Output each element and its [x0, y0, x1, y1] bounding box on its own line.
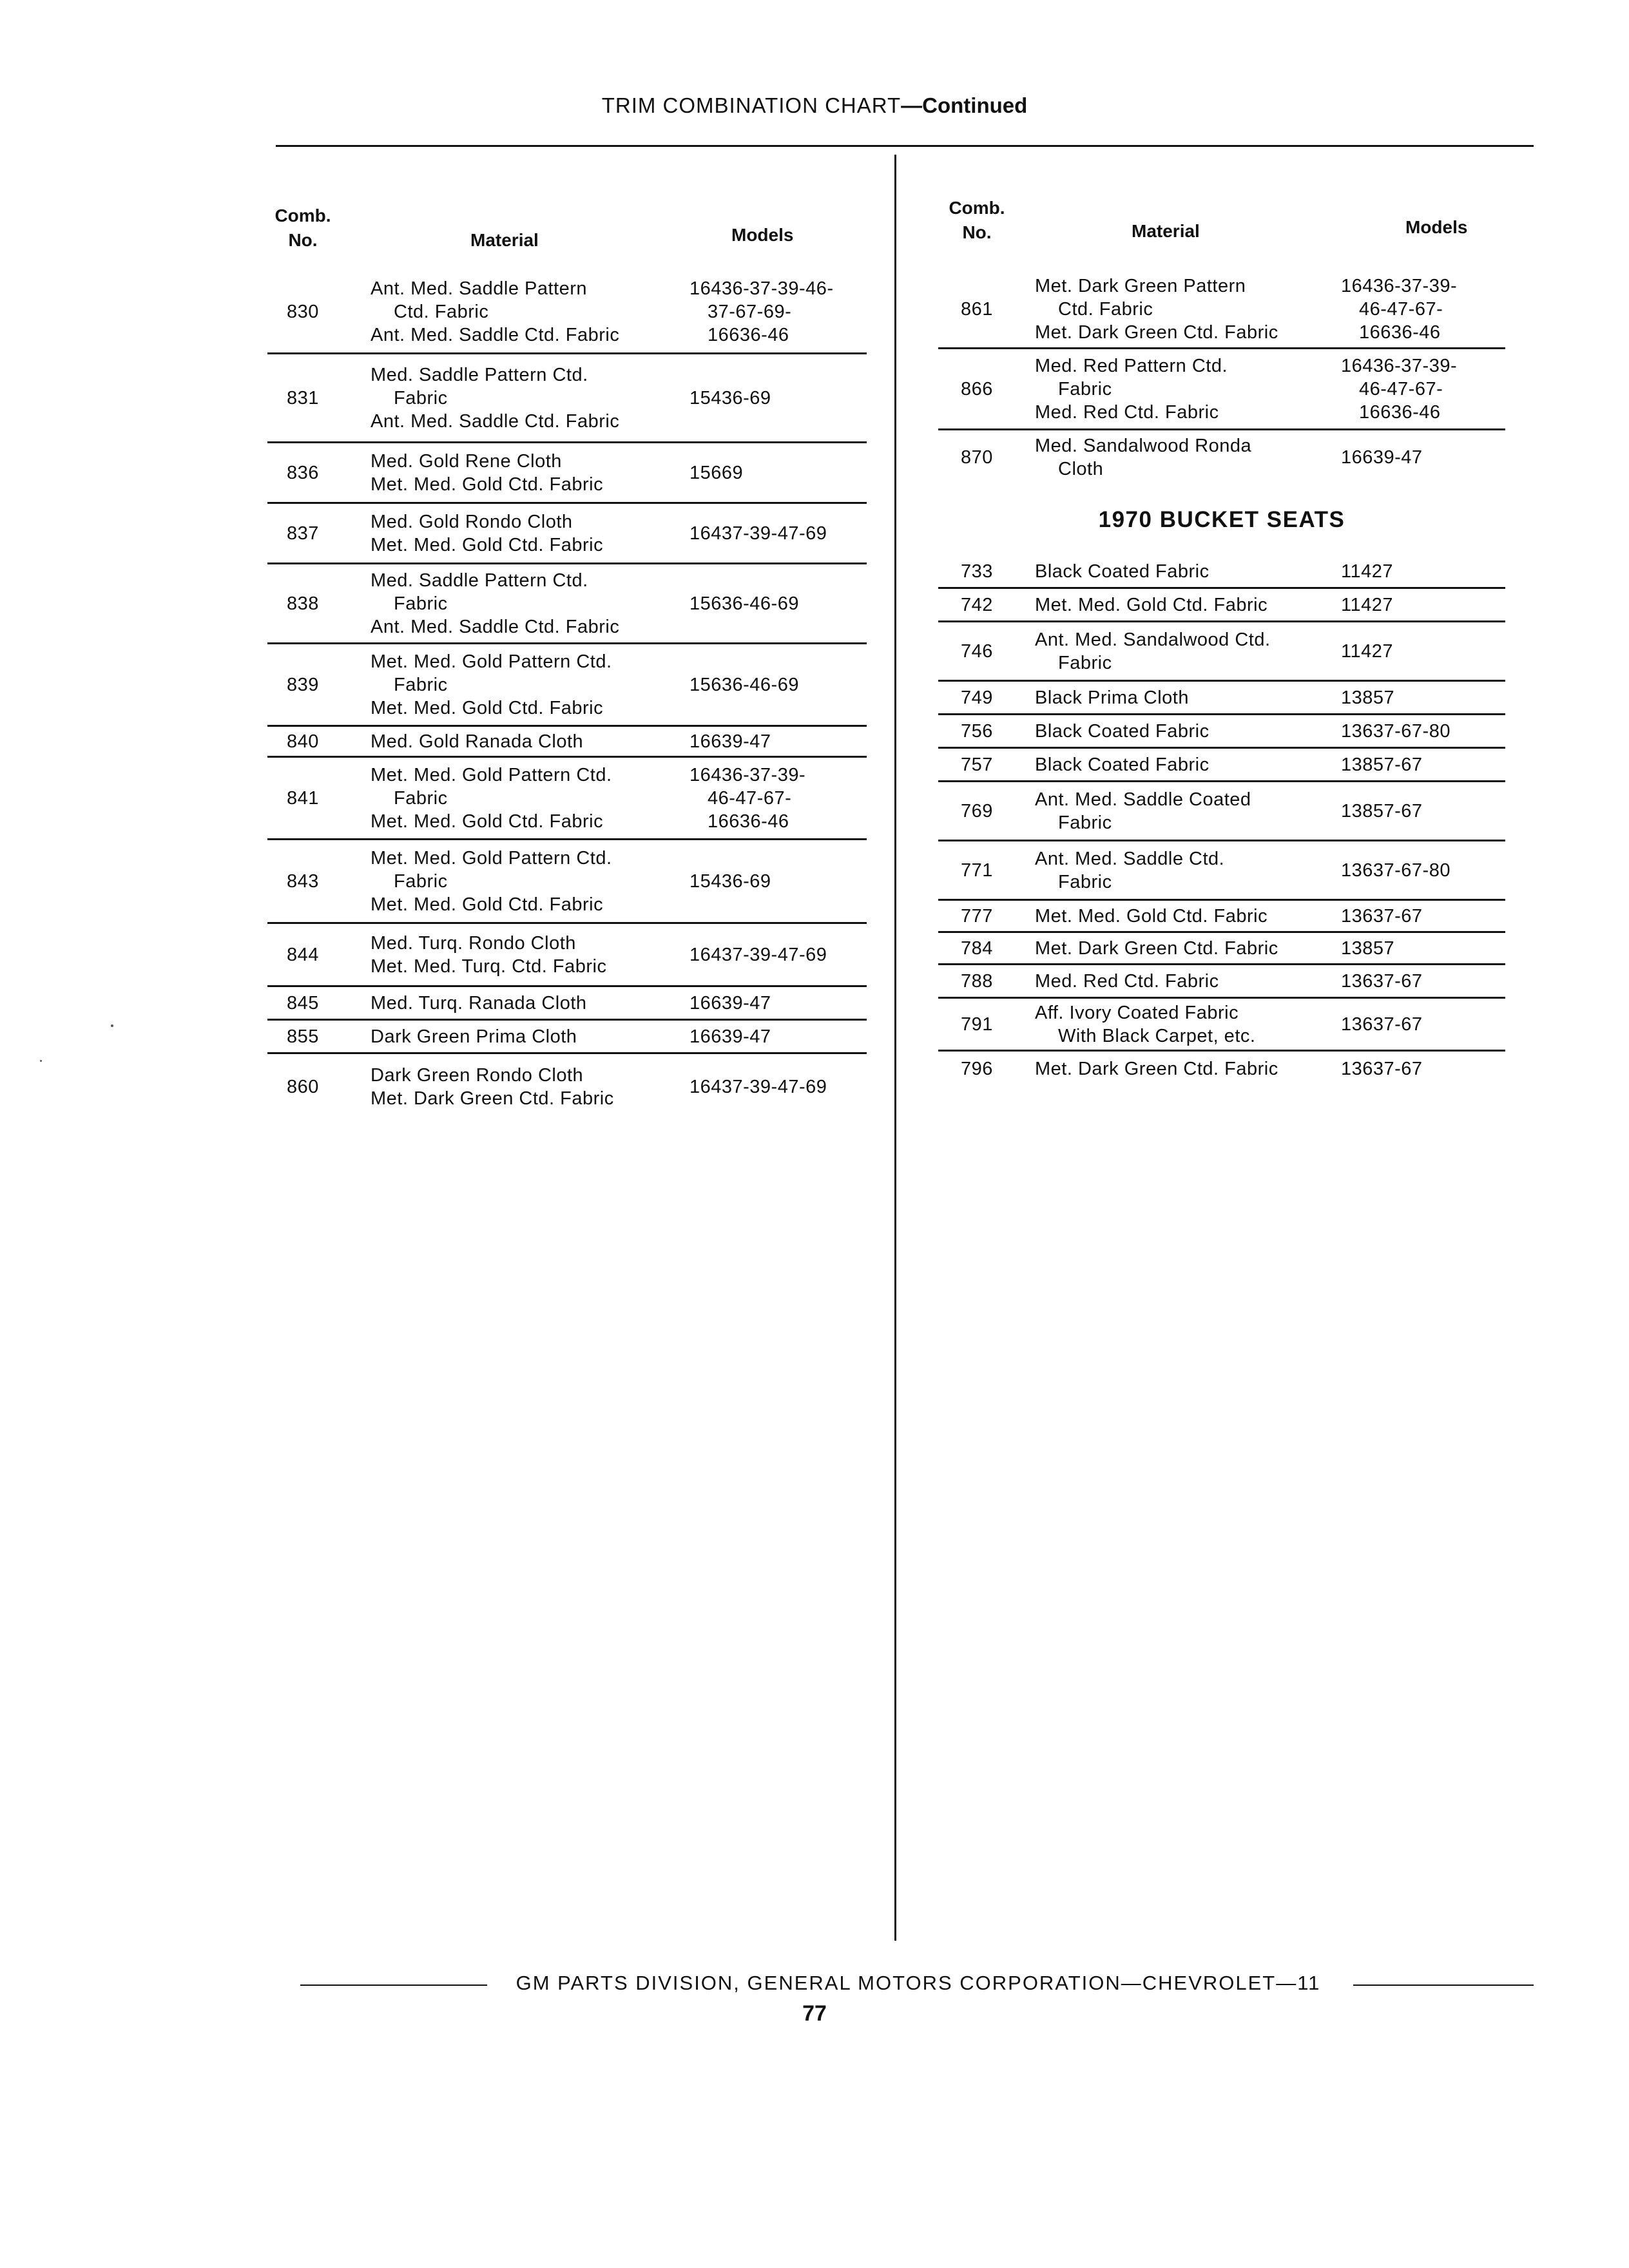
material-line: Med. Red Ctd. Fabric [1035, 970, 1219, 992]
models-cell [1341, 782, 1515, 840]
comb-number: 777 [961, 905, 993, 927]
material-cell [371, 727, 673, 756]
material-line: Fabric [394, 787, 448, 809]
table-row [267, 354, 867, 443]
models-cell [689, 504, 870, 562]
comb-number: 838 [287, 593, 319, 614]
models-cell [689, 564, 870, 642]
models-cell [1341, 1052, 1515, 1086]
material-line: Med. Saddle Pattern Ctd. [371, 364, 588, 385]
comb-number: 771 [961, 860, 993, 881]
table-row [267, 987, 867, 1021]
material-cell [1035, 682, 1318, 713]
comb-number: 756 [961, 720, 993, 742]
material-cell [1035, 901, 1318, 931]
material-cell [1035, 1052, 1318, 1086]
table-row [938, 965, 1505, 999]
comb-number: 839 [287, 674, 319, 695]
material-line: Ant. Med. Saddle Coated [1035, 789, 1251, 810]
material-cell [1035, 841, 1318, 899]
material-line: Met. Dark Green Ctd. Fabric [1035, 322, 1278, 343]
table-row [938, 841, 1505, 901]
material-line: Fabric [394, 593, 448, 614]
material-line: Fabric [1058, 871, 1112, 892]
models-line: 13857 [1341, 937, 1395, 959]
material-cell [371, 504, 673, 562]
material-line: Med. Turq. Rondo Cloth [371, 932, 576, 954]
models-line: 13857-67 [1341, 800, 1423, 822]
material-cell [371, 987, 673, 1019]
material-line: Met. Med. Gold Ctd. Fabric [1035, 594, 1268, 615]
material-line: Met. Dark Green Ctd. Fabric [371, 1088, 614, 1109]
models-cell [689, 644, 870, 725]
models-line: 15636-46-69 [689, 674, 799, 695]
material-cell [371, 758, 673, 838]
table-row [267, 727, 867, 758]
table-row [267, 1021, 867, 1054]
models-line: 16437-39-47-69 [689, 944, 827, 965]
scan-speck [111, 1024, 113, 1027]
material-line: Ant. Med. Saddle Ctd. Fabric [371, 616, 620, 637]
footer-text: GM PARTS DIVISION, GENERAL MOTORS CORPORATION—CHEVROLET—11 [516, 1972, 1321, 1994]
comb-number: 860 [287, 1077, 319, 1097]
page-number: 77 [802, 2001, 827, 2026]
models-line: 13857-67 [1341, 754, 1423, 775]
table-row [267, 840, 867, 924]
material-line: Fabric [1058, 652, 1112, 673]
models-line: 15636-46-69 [689, 593, 799, 614]
table-row [938, 589, 1505, 622]
comb-number: 733 [961, 561, 993, 582]
table-row [267, 924, 867, 987]
comb-number: 791 [961, 1014, 993, 1035]
material-line: Ant. Med. Saddle Ctd. Fabric [371, 324, 620, 345]
models-cell [1341, 555, 1515, 587]
models-cell [689, 443, 870, 502]
material-cell [371, 354, 673, 441]
material-line: Aff. Ivory Coated Fabric [1035, 1002, 1239, 1023]
material-line: Cloth [1058, 459, 1104, 479]
comb-number: 861 [961, 298, 993, 320]
material-line: Black Prima Cloth [1035, 687, 1189, 708]
models-line: 13637-67 [1341, 905, 1423, 927]
models-cell [689, 1021, 870, 1052]
material-cell [371, 271, 673, 352]
models-line: 16636-46 [708, 324, 789, 345]
models-cell [1341, 749, 1515, 780]
material-line: Dark Green Rondo Cloth [371, 1065, 584, 1086]
material-line: Ctd. Fabric [1058, 298, 1153, 320]
top-rule [276, 145, 1534, 147]
material-line: Black Coated Fabric [1035, 561, 1210, 582]
page-title [0, 93, 1629, 118]
material-cell [371, 924, 673, 985]
comb-number: 841 [287, 787, 319, 809]
comb-number: 866 [961, 378, 993, 399]
models-cell [1341, 999, 1515, 1050]
right-column [938, 193, 1505, 1086]
material-header: Material [1132, 221, 1200, 241]
material-line: Dark Green Prima Cloth [371, 1026, 577, 1047]
material-cell [371, 1021, 673, 1052]
models-cell [1341, 349, 1515, 428]
models-line: 16639-47 [689, 992, 771, 1014]
material-header: Material [470, 230, 539, 250]
models-line: 46-47-67- [1359, 378, 1443, 399]
models-line: 13637-67 [1341, 970, 1423, 992]
models-line: 16436-37-39-46- [689, 278, 834, 299]
comb-number: 836 [287, 462, 319, 483]
comb-number: 870 [961, 447, 993, 468]
material-cell [371, 1054, 673, 1120]
models-cell [689, 758, 870, 838]
comb-number: 840 [287, 731, 319, 752]
material-line: Met. Med. Gold Ctd. Fabric [371, 811, 604, 832]
models-line: 13637-67 [1341, 1059, 1423, 1079]
models-line: 11427 [1341, 640, 1393, 662]
table-row [938, 622, 1505, 682]
material-line: Met. Med. Gold Pattern Ctd. [371, 651, 612, 672]
models-cell [1341, 901, 1515, 931]
material-cell [371, 564, 673, 642]
left-table [267, 271, 867, 1120]
bucket-seats-heading: 1970 BUCKET SEATS [1098, 507, 1345, 532]
material-line: Med. Red Pattern Ctd. [1035, 355, 1228, 376]
material-cell [1035, 999, 1318, 1050]
models-line: 16639-47 [689, 1026, 771, 1047]
models-line: 13637-67-80 [1341, 860, 1451, 881]
material-cell [1035, 349, 1318, 428]
models-line: 13637-67-80 [1341, 720, 1451, 742]
material-line: Fabric [1058, 812, 1112, 833]
comb-number: 831 [287, 387, 319, 408]
material-line: Black Coated Fabric [1035, 754, 1210, 775]
table-row [938, 430, 1505, 485]
models-line: 15436-69 [689, 387, 771, 408]
material-cell [371, 644, 673, 725]
models-line: 16437-39-47-69 [689, 1077, 827, 1097]
right-column-header [938, 193, 1505, 271]
material-line: Fabric [394, 870, 448, 892]
comb-number: 749 [961, 687, 993, 708]
models-line: 16639-47 [689, 731, 771, 752]
material-line: Ant. Med. Saddle Pattern [371, 278, 588, 299]
models-line: 11427 [1341, 594, 1393, 615]
models-line: 15669 [689, 462, 744, 483]
models-cell [689, 987, 870, 1019]
material-cell [1035, 749, 1318, 780]
title-suffix: —Continued [901, 93, 1028, 117]
material-cell [371, 443, 673, 502]
table-row [938, 715, 1505, 749]
comb-no-header: Comb. No. [275, 206, 331, 250]
table-row [267, 1054, 867, 1120]
material-line: Met. Med. Gold Ctd. Fabric [371, 474, 604, 495]
material-cell [1035, 589, 1318, 620]
models-line: 16636-46 [708, 811, 789, 832]
material-cell [1035, 933, 1318, 963]
table-row [267, 758, 867, 840]
material-cell [1035, 715, 1318, 747]
comb-number: 844 [287, 944, 319, 965]
material-line: Met. Med. Turq. Ctd. Fabric [371, 956, 607, 977]
material-line: Met. Dark Green Ctd. Fabric [1035, 1059, 1278, 1079]
material-cell [1035, 965, 1318, 997]
table-row [938, 271, 1505, 349]
models-line: 11427 [1341, 561, 1393, 582]
table-row [938, 682, 1505, 715]
models-cell [689, 1054, 870, 1120]
models-line: 46-47-67- [708, 787, 792, 809]
material-line: Med. Sandalwood Ronda [1035, 436, 1252, 456]
table-row [267, 504, 867, 564]
comb-number: 843 [287, 870, 319, 892]
material-line: Med. Gold Rondo Cloth [371, 511, 573, 532]
table-row [938, 999, 1505, 1052]
material-line: Met. Dark Green Ctd. Fabric [1035, 937, 1278, 959]
comb-number: 837 [287, 523, 319, 544]
models-line: 16436-37-39- [1341, 275, 1458, 296]
comb-number: 742 [961, 594, 993, 615]
material-line: Med. Red Ctd. Fabric [1035, 401, 1219, 423]
comb-number: 855 [287, 1026, 319, 1047]
models-cell [1341, 682, 1515, 713]
material-line: Ctd. Fabric [394, 301, 489, 322]
material-line: Med. Saddle Pattern Ctd. [371, 570, 588, 591]
material-cell [371, 840, 673, 922]
material-line: Fabric [394, 674, 448, 695]
table-row [267, 564, 867, 644]
material-line: Met. Med. Gold Pattern Ctd. [371, 847, 612, 869]
material-line: Met. Med. Gold Ctd. Fabric [1035, 905, 1268, 927]
models-line: 13637-67 [1341, 1014, 1423, 1035]
column-divider [894, 155, 896, 1941]
table-row [938, 933, 1505, 965]
material-line: Met. Med. Gold Ctd. Fabric [371, 894, 604, 915]
models-cell [689, 354, 870, 441]
models-line: 13857 [1341, 687, 1395, 708]
material-line: Met. Med. Gold Pattern Ctd. [371, 764, 612, 785]
models-cell [1341, 715, 1515, 747]
left-column-header [267, 193, 867, 271]
models-line: 16436-37-39- [1341, 355, 1458, 376]
material-cell [1035, 555, 1318, 587]
material-cell [1035, 430, 1318, 485]
models-cell [1341, 841, 1515, 899]
material-line: Fabric [394, 387, 448, 408]
table-row [938, 1052, 1505, 1086]
models-cell [689, 840, 870, 922]
table-row [938, 555, 1505, 589]
material-line: Met. Dark Green Pattern [1035, 275, 1246, 296]
models-line: 16437-39-47-69 [689, 523, 827, 544]
comb-number: 845 [287, 992, 319, 1014]
table-row [938, 901, 1505, 933]
models-line: 16636-46 [1359, 401, 1441, 423]
models-cell [1341, 430, 1515, 485]
material-cell [1035, 782, 1318, 840]
right-table [938, 271, 1505, 485]
material-line: Fabric [1058, 378, 1112, 399]
material-line: With Black Carpet, etc. [1058, 1025, 1256, 1046]
table-row [938, 349, 1505, 430]
comb-number: 788 [961, 970, 993, 992]
material-line: Met. Med. Gold Ctd. Fabric [371, 534, 604, 555]
models-line: 16639-47 [1341, 447, 1423, 468]
comb-number: 830 [287, 301, 319, 322]
table-row [267, 443, 867, 504]
material-line: Med. Gold Ranada Cloth [371, 731, 584, 752]
left-column [267, 193, 867, 1120]
scan-speck [40, 1060, 42, 1062]
models-cell [689, 924, 870, 985]
comb-number: 746 [961, 640, 993, 662]
material-line: Met. Med. Gold Ctd. Fabric [371, 697, 604, 718]
comb-number: 784 [961, 937, 993, 959]
models-line: 37-67-69- [708, 301, 792, 322]
models-cell [1341, 271, 1515, 347]
models-cell [1341, 589, 1515, 620]
material-line: Ant. Med. Saddle Ctd. [1035, 848, 1225, 869]
models-line: 16436-37-39- [689, 764, 806, 785]
material-cell [1035, 271, 1318, 347]
material-line: Ant. Med. Saddle Ctd. Fabric [371, 410, 620, 432]
models-header: Models [731, 225, 794, 245]
models-line: 15436-69 [689, 870, 771, 892]
material-line: Black Coated Fabric [1035, 720, 1210, 742]
models-cell [1341, 933, 1515, 963]
table-row [267, 271, 867, 354]
bucket-seats-table [938, 555, 1505, 1086]
table-row [938, 749, 1505, 782]
comb-number: 757 [961, 754, 993, 775]
material-cell [1035, 622, 1318, 680]
comb-number: 769 [961, 800, 993, 822]
material-line: Med. Gold Rene Cloth [371, 450, 562, 472]
comb-number: 796 [961, 1059, 993, 1079]
models-cell [1341, 622, 1515, 680]
models-line: 46-47-67- [1359, 298, 1443, 320]
models-line: 16636-46 [1359, 322, 1441, 343]
material-line: Med. Turq. Ranada Cloth [371, 992, 587, 1014]
table-row [938, 782, 1505, 841]
models-cell [689, 271, 870, 352]
models-cell [689, 727, 870, 756]
models-header: Models [1405, 217, 1468, 237]
models-cell [1341, 965, 1515, 997]
comb-no-header: Comb. No. [949, 198, 1005, 242]
title-main: TRIM COMBINATION CHART [601, 93, 901, 117]
table-row [267, 644, 867, 727]
material-line: Ant. Med. Sandalwood Ctd. [1035, 629, 1271, 650]
